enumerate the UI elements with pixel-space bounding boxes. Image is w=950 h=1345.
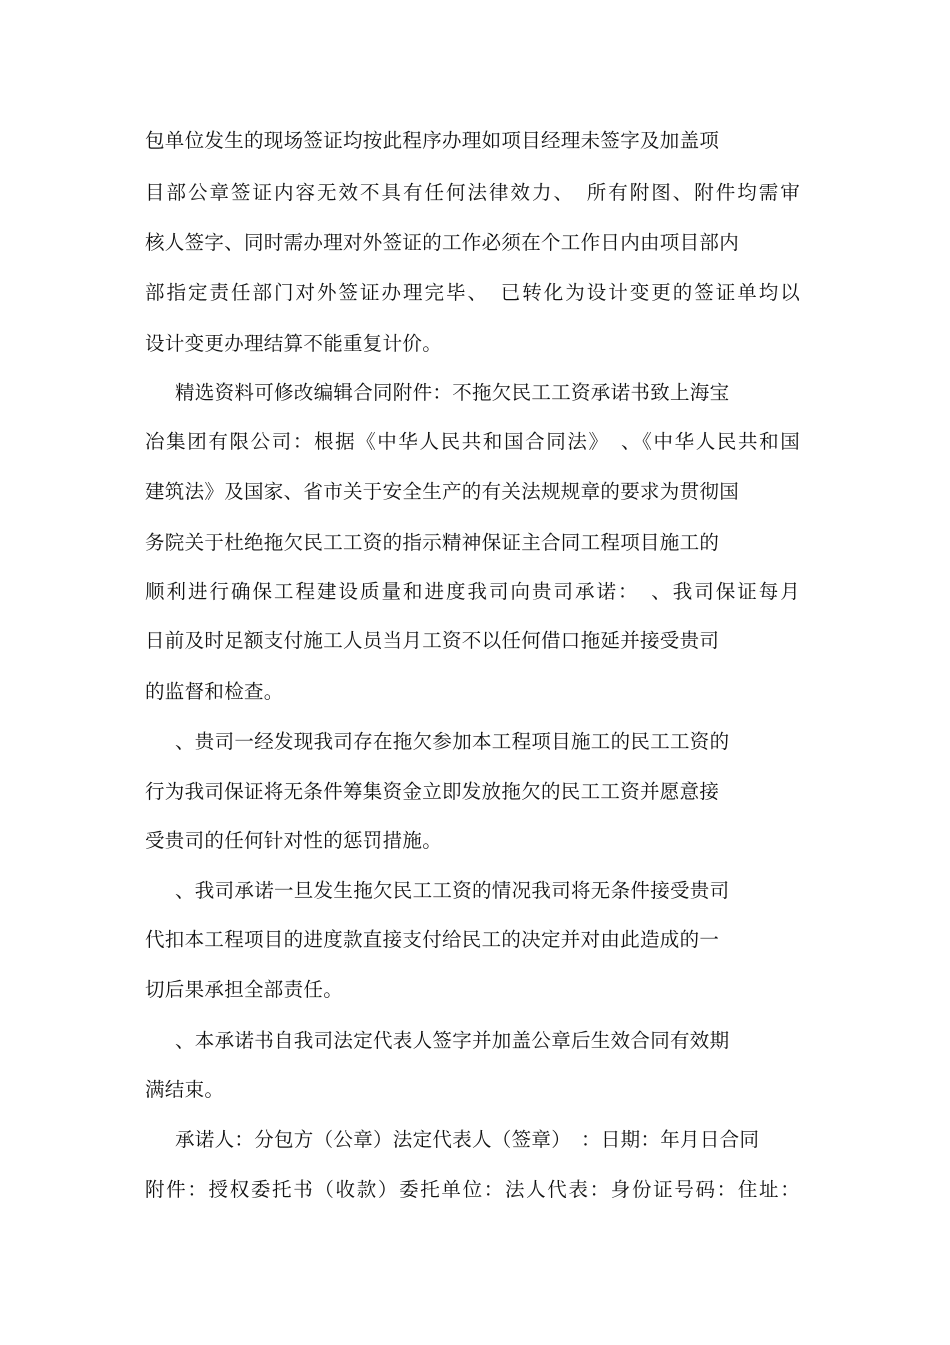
text-line: 满结束。	[145, 1078, 225, 1101]
text-line: 受贵司的任何针对性的惩罚措施。	[145, 829, 443, 852]
text-line: 精选资料可修改编辑合同附件：不拖欠民工工资承诺书致上海宝	[175, 381, 730, 404]
text-line: 核人签字、同时需办理对外签证的工作必须在个工作日内由项目部内	[145, 231, 740, 254]
text-line: 切后果承担全部责任。	[145, 978, 344, 1001]
text-line: 务院关于杜绝拖欠民工工资的指示精神保证主合同工程项目施工的	[145, 531, 720, 554]
text-line: 的监督和检查。	[145, 680, 284, 703]
text-line: 日前及时足额支付施工人员当月工资不以任何借口拖延并接受贵司	[145, 629, 720, 652]
text-line: 承诺人：分包方（公章）法定代表人（签章） ：日期：年月日合同	[175, 1128, 760, 1151]
text-line: 代扣本工程项目的进度款直接支付给民工的决定并对由此造成的一	[145, 928, 720, 951]
text-line: 行为我司保证将无条件筹集资金立即发放拖欠的民工工资并愿意接	[145, 780, 720, 803]
text-line: 、本承诺书自我司法定代表人签字并加盖公章后生效合同有效期	[175, 1029, 730, 1052]
text-line: 设计变更办理结算不能重复计价。	[145, 332, 443, 355]
text-line: 建筑法》及国家、省市关于安全生产的有关法规规章的要求为贯彻国	[145, 480, 740, 503]
text-line: 目部公章签证内容无效不具有任何法律效力、 所有附图、附件均需审	[145, 181, 800, 204]
text-line: 附件：授权委托书（收款）委托单位：法人代表：身份证号码：住址：	[145, 1178, 800, 1201]
text-line: 顺利进行确保工程建设质量和进度我司向贵司承诺： 、我司保证每月	[145, 580, 800, 603]
text-line: 、贵司一经发现我司存在拖欠参加本工程项目施工的民工工资的	[175, 730, 730, 753]
text-line: 部指定责任部门对外签证办理完毕、 已转化为设计变更的签证单均以	[145, 281, 800, 304]
text-line: 包单位发生的现场签证均按此程序办理如项目经理未签字及加盖项	[145, 129, 720, 152]
text-line: 、我司承诺一旦发生拖欠民工工资的情况我司将无条件接受贵司	[175, 879, 730, 902]
text-line: 冶集团有限公司：根据《中华人民共和国合同法》 、《中华人民共和国	[145, 430, 800, 453]
